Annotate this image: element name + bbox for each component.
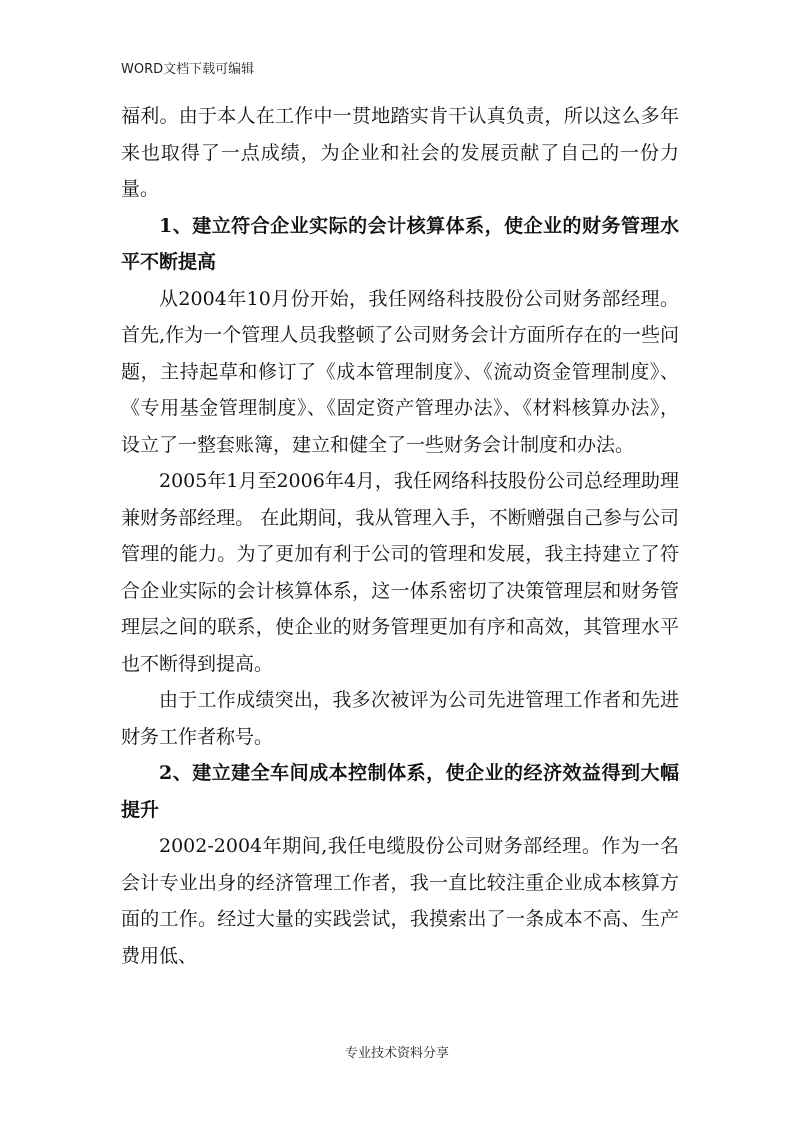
document-body [121,98,679,974]
paragraph: 从2004年10月份开始，我任网络科技股份公司财务部经理。首先,作为一个管理人员我整顿了公司财务会计方面所存在的一些问题，主持起草和修订了《成本管理制度》、《流动资金管理制度》、《专用基金管理制度》、《固定资产管理办法》、《材料核算办法》，设立了一整套账簿，建立和健全了一些财务会计制度和办法。 [121,287,679,456]
paragraph: 由于工作成绩突出，我多次被评为公司先进管理工作者和先进财务工作者称号。 [121,689,679,748]
paragraph: 2002-2004年期间,我任电缆股份公司财务部经理。作为一名会计专业出身的经济管理工作者，我一直比较注重企业成本核算方面的工作。经过大量的实践尝试，我摸索出了一条成本不高、生产费用低、 [121,835,679,967]
paragraph-continuation: 福利。由于本人在工作中一贯地踏实肯干认真负责，所以这么多年来也取得了一点成绩，为企业和社会的发展贡献了自己的一份力量。 [121,105,679,200]
page-header: WORD文档下载可编辑 [121,62,255,77]
page-footer: 专业技术资料分享 [344,1046,449,1061]
paragraph: 2005年1月至2006年4月，我任网络科技股份公司总经理助理兼财务部经理。 在此期间，我从管理入手，不断赠强自己参与公司管理的能力。为了更加有利于公司的管理和发展，我主持建立了符合企业实际的会计核算体系，这一体系密切了决策管理层和财务管理层之间的联系，使企业的财务管理更加有序和高效，其管理水平也不断得到提高。 [121,470,679,675]
section-heading-2: 2、建立建全车间成本控制体系，使企业的经济效益得到大幅提升 [121,762,679,821]
section-heading-1: 1、建立符合企业实际的会计核算体系，使企业的财务管理水平不断提高 [121,214,679,273]
